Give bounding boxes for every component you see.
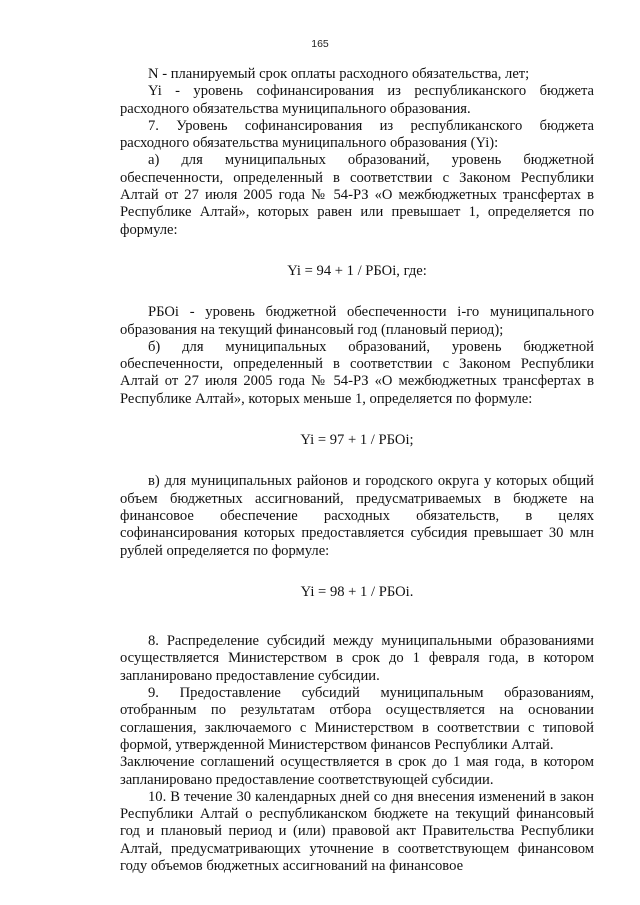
formula-98: Yi = 98 + 1 / РБОi. — [300, 583, 414, 600]
paragraph-item-7b: б) для муниципальных образований, уровень бюджетной обеспеченности, определенный в соответствии с Законом Республики Алтай от 27 июля 2005 года № 54-РЗ «О межбюджетных трансфертах в Республике Алтай», которых меньше 1, определяется по формуле: — [120, 338, 594, 407]
paragraph-item-7a: а) для муниципальных образований, уровень бюджетной обеспеченности, определенный в соответствии с Законом Республики Алтай от 27 июля 2005 года № 54-РЗ «О межбюджетных трансфертах в Республике Алтай», которых равен или превышает 1, определяется по формуле: — [120, 152, 594, 238]
paragraph-rbo-definition: РБОi - уровень бюджетной обеспеченности i-го муниципального образования на текущий финансовый год (плановый период); — [120, 304, 594, 338]
paragraph-item-8: 8. Распределение субсидий между муниципальными образованиями осуществляется Министерством в срок до 1 февраля года, в котором запланировано предоставление субсидии. — [120, 633, 594, 684]
paragraph-n-definition: N - планируемый срок оплаты расходного обязательства, лет; — [148, 66, 530, 82]
formula-97: Yi = 97 + 1 / РБОi; — [300, 432, 414, 449]
paragraph-item-10: 10. В течение 30 календарных дней со дня внесения изменений в закон Республики Алтай о республиканском бюджете на текущий финансовый год и плановый период и (или) правовой акт Правительства Республики Алтай, предусматривающих уточнение в соответствующем финансовом году объемов бюджетных ассигнований на финансовое — [120, 788, 594, 874]
paragraph-item-7: 7. Уровень софинансирования из республиканского бюджета расходного обязательства муниципального образования (Yi): — [120, 117, 594, 152]
paragraph-yi-definition: Yi - уровень софинансирования из республиканского бюджета расходного обязательства муниципального образования. — [120, 83, 594, 117]
page-number: 165 — [311, 38, 329, 50]
paragraph-agreement-deadline: Заключение соглашений осуществляется в срок до 1 мая года, в котором запланировано предоставление соответствующей субсидии. — [120, 754, 594, 788]
paragraph-item-7c: в) для муниципальных районов и городского округа у которых общий объем бюджетных ассигнований, предусматриваемых в бюджете на финансовое обеспечение расходных обязательств, в целях софинансирования которых предоставляется субсидия превышает 30 млн рублей определяется по формуле: — [120, 473, 594, 559]
formula-94: Yi = 94 + 1 / РБОi, где: — [287, 262, 427, 279]
paragraph-item-9: 9. Предоставление субсидий муниципальным образованиям, отобранным по результатам отбора осуществляется на основании соглашения, заключаемого с Министерством в соответствии с типовой формой, утвержденной Министерством финансов Республики Алтай. — [120, 685, 594, 753]
document-body — [120, 66, 594, 875]
